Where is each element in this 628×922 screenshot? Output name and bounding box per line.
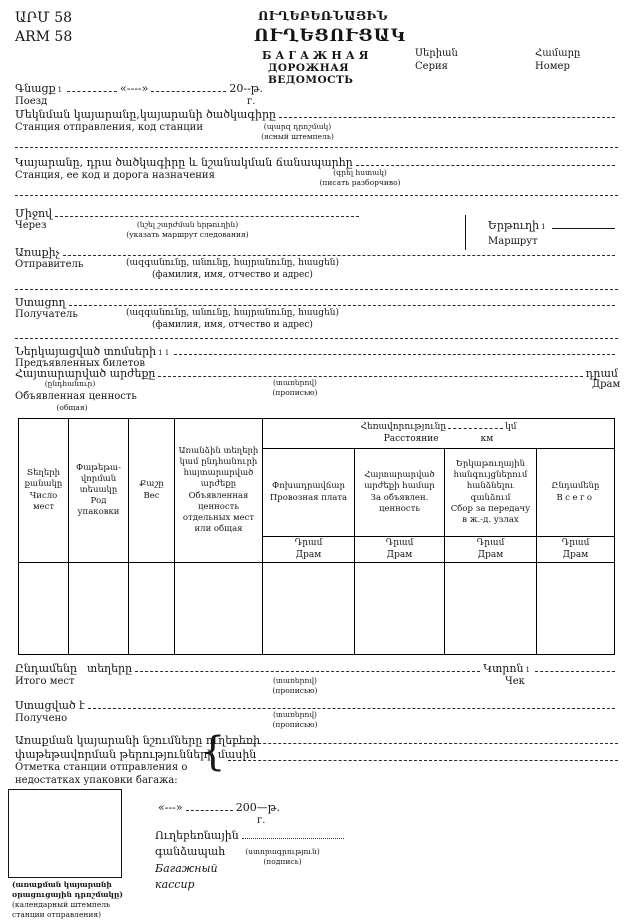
destination-hint-armenian: (գրել հստակ): [333, 168, 387, 177]
destination-hint-russian: (писать разборчиво): [319, 177, 401, 187]
total-places-label-armenian-1: Ընդամենը: [15, 662, 77, 675]
tickets-label-russian: Предъявленных билетов: [15, 358, 146, 369]
cashier-label-armenian-line2: գանձապահ: [155, 845, 226, 858]
declared-value-sub-russian: (общая): [56, 403, 88, 412]
form-code-latin: ARM 58: [15, 29, 73, 45]
distance-unit-armenian: կմ: [505, 421, 517, 432]
fill-line: [67, 91, 117, 92]
declared-value-hint-russian: (прописью): [272, 387, 318, 397]
col-total-russian: Всего: [556, 492, 595, 503]
receiver-label-armenian: Ստացող: [15, 296, 66, 309]
table-col-junction-header: [445, 449, 537, 537]
fill-line: [186, 810, 233, 811]
route-label-russian: Маршрут: [488, 236, 538, 247]
table-distance-header: [263, 419, 614, 449]
total-places-field: [15, 662, 618, 675]
sender-label-russian: Отправитель: [15, 259, 84, 270]
fill-line: [228, 743, 618, 744]
sender-hint-armenian: (ազգանունը, անունը, հայրանունը, հասցեն): [126, 258, 339, 268]
footer-date-quote: «---»: [158, 801, 183, 814]
via-hint: [125, 220, 250, 240]
table-body-cell: [445, 563, 537, 654]
check-footnote: 1: [525, 666, 530, 674]
fill-line: [448, 428, 503, 429]
total-places-hint-armenian: (տառերով): [272, 676, 317, 685]
train-year-russian: г.: [247, 96, 256, 107]
table-dram-cell: [355, 537, 445, 563]
fill-line: [228, 760, 618, 761]
receiver-hint: [120, 308, 345, 331]
col-places-russian: Число мест: [29, 490, 58, 512]
route-field: [488, 219, 615, 232]
series-label-russian: Серия: [415, 61, 448, 72]
total-places-label-russian: Итого мест: [15, 676, 75, 687]
departure-hint-armenian: (պարզ դրոշմակ): [263, 122, 332, 131]
fill-line: [135, 671, 480, 672]
col-weight-russian: Вес: [143, 490, 160, 501]
table-body-cell: [69, 563, 129, 654]
form-title-russian-line1: БАГАЖНАЯ: [262, 49, 373, 62]
departure-station-field: [15, 108, 618, 121]
destination-station-label-russian: Станция, ее код и дорога назначения: [15, 170, 215, 181]
total-places-hint-russian: (прописью): [272, 685, 318, 695]
footer-date-field: [158, 801, 280, 814]
received-hint-armenian: (տառերով): [272, 710, 317, 719]
stamp-caption-russian-line2: станции отправления): [12, 910, 102, 919]
sender-hint: [120, 258, 345, 281]
tickets-field: [15, 345, 618, 358]
calendar-stamp-box: [8, 789, 122, 878]
cashier-label-russian-line1: Багажный: [155, 862, 218, 875]
train-field: [15, 82, 263, 95]
fill-line-dotted: [242, 838, 344, 839]
declared-value-currency-armenian: դրամ: [585, 367, 618, 380]
via-hint-russian: (указать маршрут следования): [126, 229, 249, 239]
via-hint-armenian: (նշել շարժման երթուղին): [136, 220, 239, 229]
footer-date-year-russian: г.: [257, 815, 266, 826]
col-forvalue-armenian: Հայտարարված արժեքի համար: [364, 470, 435, 492]
train-date-quote: «----»: [120, 82, 149, 95]
dram-russian: Драм: [386, 549, 413, 560]
stamp-caption-russian-line1: (календарный штемпель: [12, 900, 111, 909]
train-footnote: 1: [57, 86, 63, 94]
declared-value-label-russian: Объявленная ценность: [15, 391, 137, 402]
table-body-cell: [129, 563, 175, 654]
route-divider-bar: [465, 215, 466, 250]
declared-value-hint-armenian: (տառերով): [272, 378, 317, 387]
received-hint: [250, 710, 340, 730]
dram-russian: Драм: [477, 549, 504, 560]
stamp-caption-armenian-line1: (առաքման կայարանի: [12, 880, 112, 889]
destination-station-label-armenian: Կայարանը, դրա ծածկագիրը և նշանակման ճանապարհը: [15, 156, 353, 169]
col-value-armenian: Առանձին տեղերի կամ ընդհանուրի հայտարարված արժեքը: [178, 446, 259, 490]
total-places-label-armenian-2: տեղերը: [86, 662, 133, 675]
col-junction-russian: Сбор за передачу в ж.-д. узлах: [450, 503, 531, 525]
fill-line: [55, 216, 359, 217]
remarks-line2-armenian: փաթեթավորման թերությունների մասին: [15, 748, 257, 761]
departure-hint-russian: (ясный штемпель): [261, 131, 334, 141]
col-fare-armenian: Փոխադրավճար: [272, 481, 345, 492]
signature-hint-armenian: (ստորագրություն): [245, 847, 320, 856]
fill-line: [279, 117, 615, 118]
table-body-cell: [19, 563, 69, 654]
received-label-russian: Получено: [15, 713, 68, 724]
fill-line: [174, 354, 615, 355]
table-col-declared-value-header: [175, 419, 263, 563]
remarks-line2-russian: недостатках упаковки багажа:: [15, 775, 178, 786]
col-forvalue-russian: За объявлен. ценность: [370, 492, 429, 514]
fill-line: [151, 91, 226, 92]
cashier-label-armenian-line1: Ուղեբեռնային: [155, 829, 239, 842]
separator-line: [15, 147, 618, 148]
fill-line-solid: [552, 228, 615, 229]
declared-value-label-armenian: Հայտարարված արժեքը: [15, 367, 156, 380]
signature-hint: [230, 847, 335, 867]
dram-armenian: Դրամ: [294, 537, 323, 548]
fill-line: [69, 305, 615, 306]
col-fare-russian: Провозная плата: [269, 492, 348, 503]
train-label-armenian: Գնացք: [15, 82, 56, 95]
cashier-label-russian-line2: кассир: [155, 878, 195, 891]
route-footnote: 1: [541, 223, 546, 231]
via-label-russian: Через: [15, 220, 47, 231]
table-col-fare-header: [263, 449, 355, 537]
dram-russian: Драм: [562, 549, 589, 560]
dram-armenian: Դրամ: [561, 537, 590, 548]
declared-value-sub-armenian: (ընդհանուր): [44, 379, 96, 388]
separator-line: [15, 338, 618, 339]
check-label-armenian: Կտրոն: [483, 662, 524, 675]
table-dram-cell: [445, 537, 537, 563]
table-col-weight-header: [129, 419, 175, 563]
via-field: [15, 207, 362, 220]
distance-label-armenian: Հեռավորությունը: [360, 421, 447, 432]
sender-label-armenian: Առաքիչ: [15, 246, 60, 259]
declared-value-currency-russian: Драм: [592, 379, 621, 390]
stamp-caption-armenian-line2: օրացուցային դրոշմակը): [12, 890, 123, 899]
col-weight-armenian: Քաշը: [139, 479, 164, 490]
check-label-russian: Чек: [505, 676, 525, 687]
fill-line: [356, 165, 615, 166]
departure-station-label-armenian: Մեկնման կայարանը,կայարանի ծածկագիրը: [15, 108, 277, 121]
via-label-armenian: Միջով: [15, 207, 53, 220]
brace-glyph: {: [200, 729, 226, 775]
receiver-label-russian: Получатель: [15, 309, 78, 320]
table-body-cell: [175, 563, 263, 654]
table-col-packing-header: [69, 419, 129, 563]
table-body-cell: [263, 563, 355, 654]
cashier-signature-field: [155, 829, 347, 842]
col-value-russian: Объявленная ценность отдельных мест или общая: [182, 490, 255, 534]
dram-armenian: Դրամ: [385, 537, 414, 548]
separator-line: [15, 195, 618, 196]
train-year-armenian: 20--թ.: [229, 82, 263, 95]
received-label-armenian: Ստացված է: [15, 699, 85, 712]
tickets-label-armenian: Ներկայացված տոմսերի: [15, 345, 157, 358]
footer-date-year-armenian: 200—թ.: [235, 801, 280, 814]
table-col-places-header: [19, 419, 69, 563]
col-places-armenian: Տեղերի քանակը: [24, 468, 63, 490]
form-code-armenian: ԱՐՄ 58: [15, 10, 73, 26]
dram-armenian: Դրամ: [476, 537, 505, 548]
departure-station-hint: [255, 122, 340, 142]
charges-table: [18, 418, 615, 655]
col-packing-armenian: Փաթեթա-վորման տեսակը: [76, 462, 121, 495]
number-label-armenian: Համարը: [535, 48, 581, 59]
table-body-cell: [355, 563, 445, 654]
total-places-hint: [250, 676, 340, 696]
remarks-line1-russian: Отметка станции отправления о: [15, 762, 188, 773]
table-col-forvalue-header: [355, 449, 445, 537]
declared-value-hint: [250, 378, 340, 398]
col-total-armenian: Ընդամենը: [551, 481, 600, 492]
receiver-hint-armenian: (ազգանունը, անունը, հայրանունը, հասցեն): [126, 308, 339, 318]
distance-unit-russian: км: [480, 433, 494, 444]
table-col-total-header: [537, 449, 614, 537]
received-hint-russian: (прописью): [272, 719, 318, 729]
number-label-russian: Номер: [535, 61, 570, 72]
col-packing-russian: Род упаковки: [77, 496, 120, 518]
remarks-line1-armenian: Առաքման կայարանի նշումները ուղեբեռի: [15, 734, 261, 747]
distance-label-russian: Расстояние: [383, 433, 439, 444]
fill-line: [63, 255, 615, 256]
separator-line: [15, 289, 618, 290]
fill-line: [535, 671, 615, 672]
fill-line: [158, 376, 582, 377]
col-junction-armenian: Երկաթուղային հանգույցներում հանձնելու գանձում: [453, 459, 528, 503]
form-title-russian-line2: ДОРОЖНАЯ: [268, 62, 350, 74]
route-label-armenian: Երթուղի: [488, 219, 540, 232]
table-body-cell: [537, 563, 614, 654]
destination-station-hint: [315, 168, 405, 188]
tickets-footnote: 1 1: [158, 349, 170, 357]
table-dram-cell: [537, 537, 614, 563]
table-dram-cell: [263, 537, 355, 563]
sender-hint-russian: (фамилия, имя, отчество и адрес): [152, 269, 313, 280]
departure-station-label-russian: Станция отправления, код станции: [15, 122, 203, 133]
signature-hint-russian: (подпись): [263, 856, 302, 866]
series-label-armenian: Սերիան: [415, 48, 458, 59]
dram-russian: Драм: [295, 549, 322, 560]
form-title-armenian-line2: ՈՒՂԵՑՈՒՑԱԿ: [254, 26, 407, 46]
receiver-hint-russian: (фамилия, имя, отчество и адрес): [152, 319, 313, 330]
fill-line: [88, 708, 615, 709]
form-title-armenian-line1: ՈՒՂԵԲԵՌՆԱՅԻՆ: [258, 9, 389, 23]
train-label-russian: Поезд: [15, 96, 48, 107]
form-title-russian-line3: ВЕДОМОСТЬ: [268, 74, 354, 86]
